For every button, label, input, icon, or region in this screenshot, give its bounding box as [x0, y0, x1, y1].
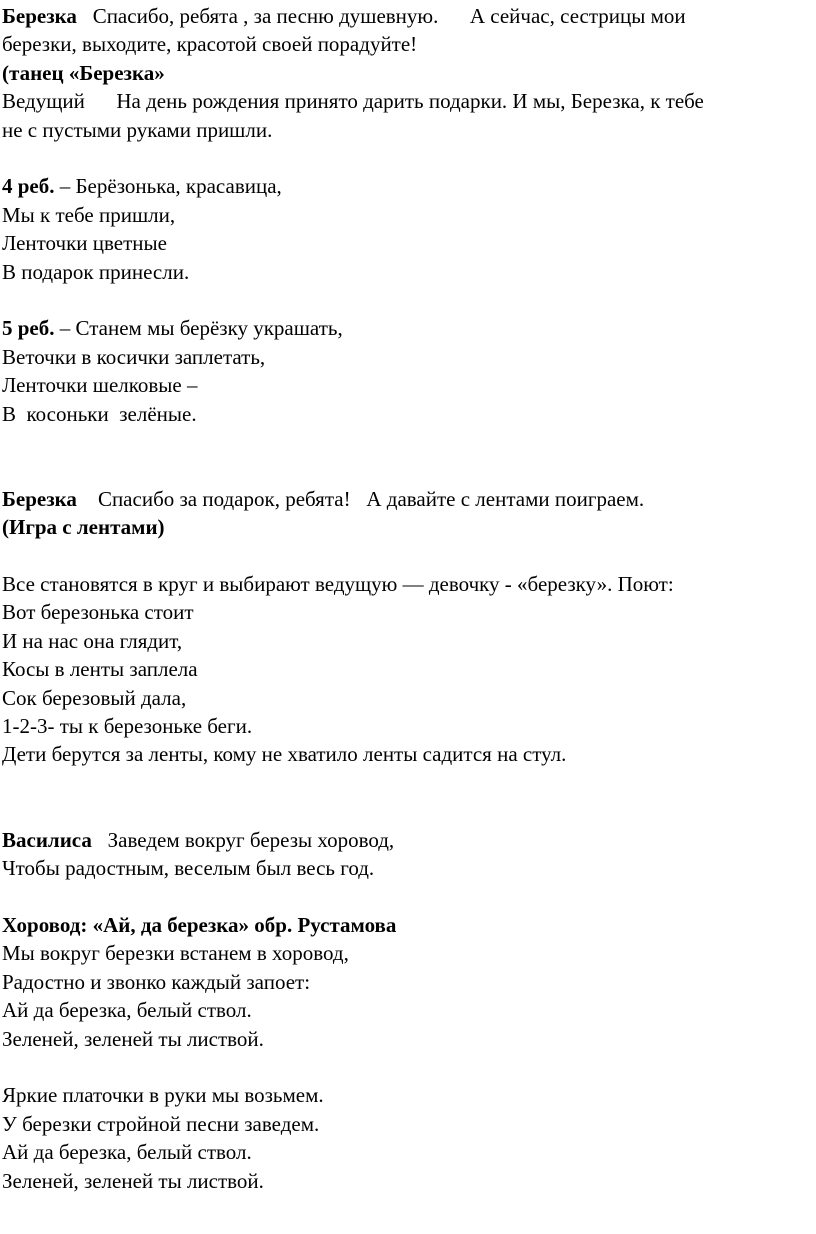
text-line: Все становятся в круг и выбирают ведущую — девочку - «березку». Поют:	[2, 572, 674, 597]
spacer	[2, 1053, 814, 1081]
song-line: Вот березонька стоит	[2, 600, 194, 625]
verse-line: Мы к тебе пришли,	[2, 202, 176, 227]
song-line: Радостно и звонко каждый запоет:	[2, 969, 311, 994]
song-line: 1-2-3- ты к березоньке беги.	[2, 714, 253, 739]
spacer	[2, 456, 814, 484]
text-line: Чтобы радостным, веселым был весь год.	[2, 856, 375, 881]
text-line: не с пустыми руками пришли.	[2, 117, 273, 142]
verse-label: 5 реб.	[2, 316, 55, 341]
song-line: Мы вокруг березки встанем в хоровод,	[2, 941, 349, 966]
song-line: У березки стройной песни заведем.	[2, 1111, 320, 1136]
song-line: Косы в ленты заплела	[2, 657, 198, 682]
paragraph	[2, 826, 814, 854]
speaker-name: Ведущий	[2, 89, 85, 114]
verse-label: 4 реб.	[2, 174, 55, 199]
verse-line: 4 реб. – Берёзонька, красавица,	[2, 174, 282, 199]
dialogue-text: А давайте с лентами поиграем.	[366, 486, 645, 511]
stage-direction: (танец «Березка»	[2, 60, 165, 85]
verse-line: В косоньки зелёные.	[2, 401, 197, 426]
spacer	[2, 428, 814, 456]
song-line: Ай да березка, белый ствол.	[2, 1140, 252, 1165]
paragraph	[2, 485, 814, 513]
stage-direction: (Игра с лентами)	[2, 515, 165, 540]
speaker-name: Василиса	[2, 827, 92, 852]
document-page	[2, 2, 814, 1195]
paragraph	[2, 87, 814, 115]
song-line: Сок березовый дала,	[2, 685, 187, 710]
spacer	[2, 144, 814, 172]
spacer	[2, 542, 814, 570]
song-line: Ай да березка, белый ствол.	[2, 998, 252, 1023]
section-title: Хоровод: «Ай, да березка» обр. Рустамова	[2, 912, 397, 937]
verse-line: Ленточки шелковые –	[2, 373, 198, 398]
text-line: Дети берутся за ленты, кому не хватило ленты садится на стул.	[2, 742, 567, 767]
spacer	[2, 286, 814, 314]
dialogue-text: Спасибо за подарок, ребята!	[97, 486, 351, 511]
spacer	[2, 882, 814, 910]
song-line: Зеленей, зеленей ты листвой.	[2, 1026, 264, 1051]
dialogue-text: Заведем вокруг березы хоровод,	[107, 827, 395, 852]
verse-line: 5 реб. – Станем мы берёзку украшать,	[2, 316, 343, 341]
verse-line: Ленточки цветные	[2, 231, 167, 256]
paragraph	[2, 2, 814, 30]
song-line: Зеленей, зеленей ты листвой.	[2, 1168, 264, 1193]
speaker-name: Березка	[2, 486, 77, 511]
dialogue-text: На день рождения принято дарить подарки. И мы, Березка, к тебе	[116, 89, 704, 114]
song-line: Яркие платочки в руки мы возьмем.	[2, 1083, 324, 1108]
spacer	[2, 769, 814, 797]
song-line: И на нас она глядит,	[2, 628, 183, 653]
verse-line: В подарок принесли.	[2, 259, 190, 284]
verse-line: Веточки в косички заплетать,	[2, 344, 266, 369]
text-line: березки, выходите, красотой своей порадуйте!	[2, 32, 418, 57]
dialogue-text: А сейчас, сестрицы мои	[469, 4, 686, 28]
dialogue-text: Спасибо, ребята , за песню душевную.	[92, 4, 439, 28]
spacer	[2, 797, 814, 825]
speaker-name: Березка	[2, 4, 77, 28]
